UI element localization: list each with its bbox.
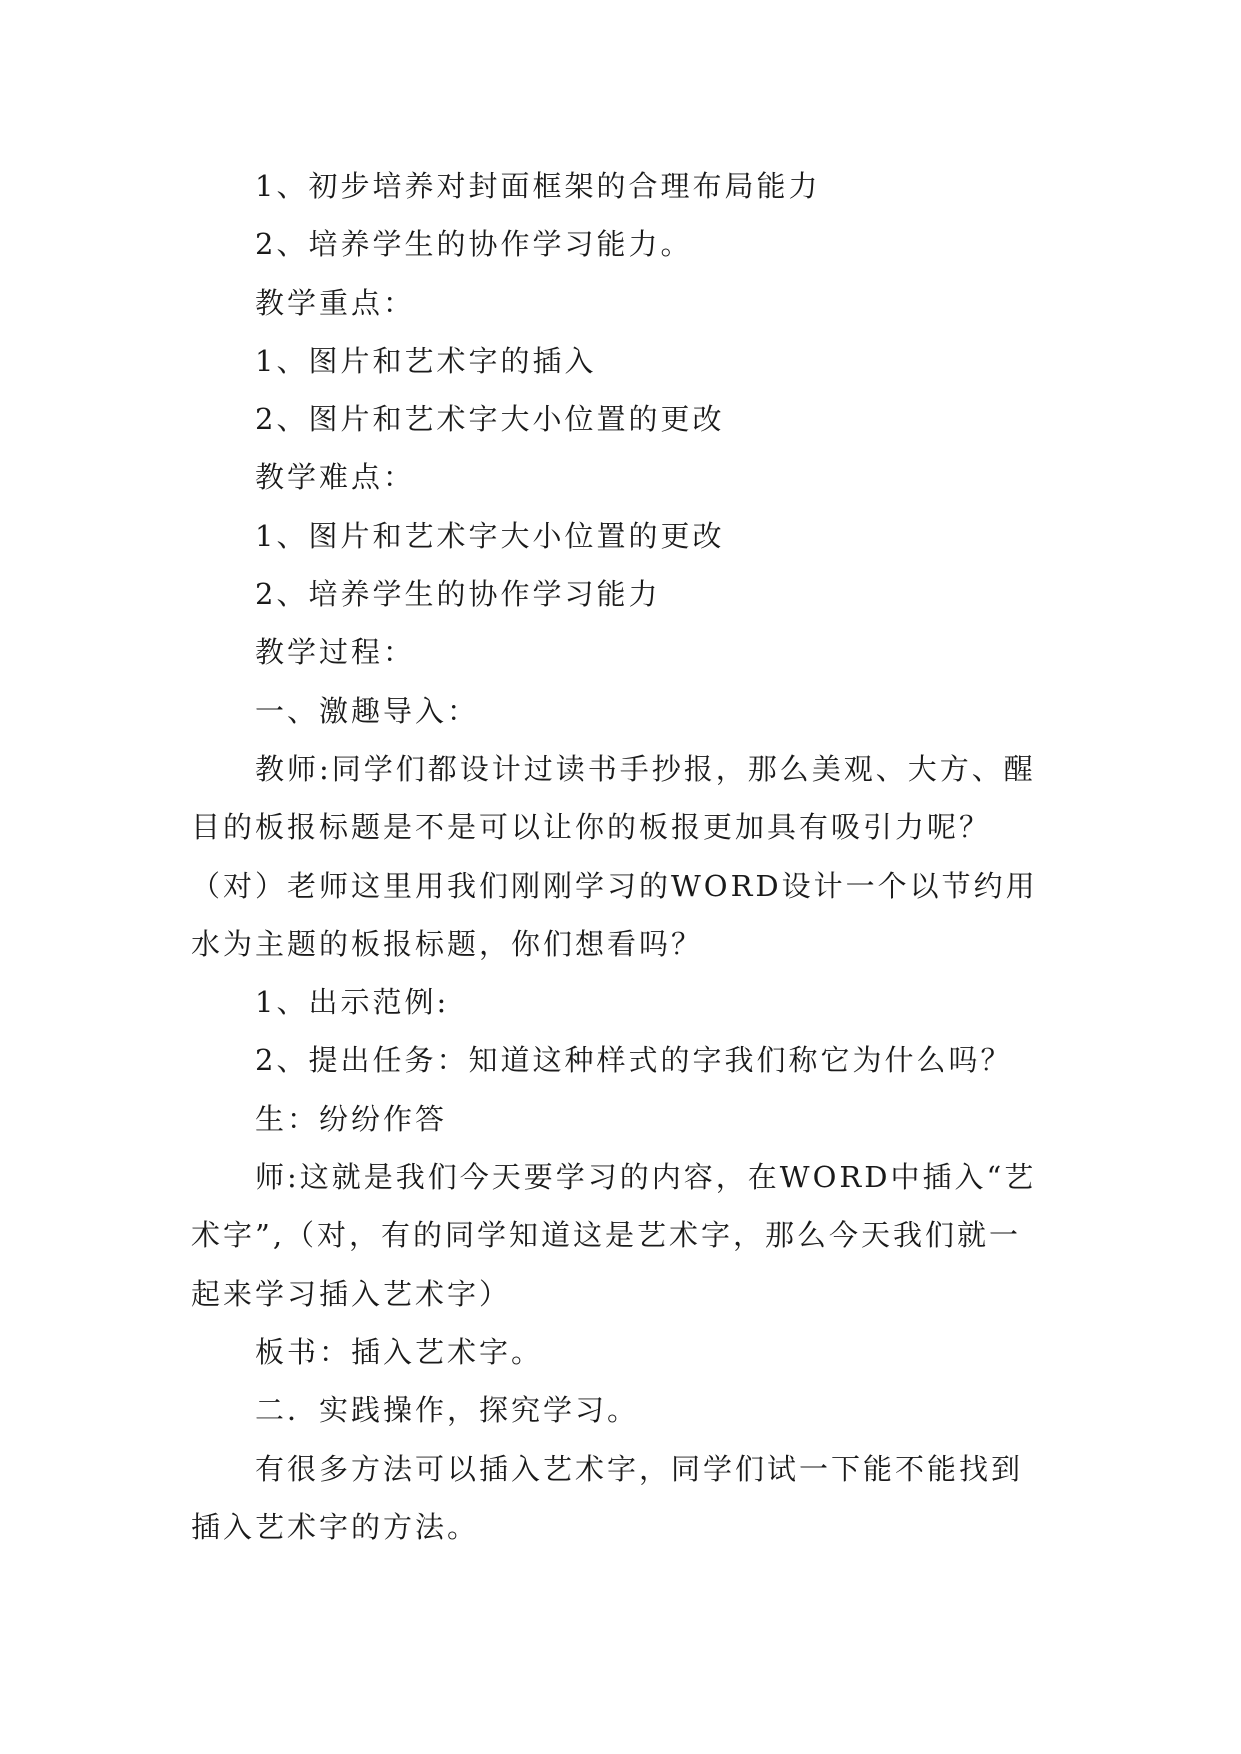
paragraph-key-point-1: 1、图片和艺术字的插入 — [255, 343, 597, 378]
paragraph-show-example: 1、出示范例: — [255, 985, 450, 1020]
paragraph-teacher-explain: 师:这就是我们今天要学习的内容，在WORD中插入“艺术字”,（对，有的同学知道这是艺术字，那么今天我们就一起来学习插入艺术字） — [191, 1160, 1037, 1311]
paragraph-difficulty-1: 1、图片和艺术字大小位置的更改 — [255, 518, 725, 553]
paragraph-teacher-intro: 教师:同学们都设计过读书手抄报，那么美观、大方、醒目的板报标题是不是可以让你的板报更加具有吸引力呢？（对）老师这里用我们刚刚学习的WORD设计一个以节约用水为主题的板报标题，你们想看吗？ — [191, 751, 1038, 961]
heading-difficulties: 教学难点： — [255, 460, 416, 495]
paragraph-key-point-2: 2、图片和艺术字大小位置的更改 — [255, 402, 725, 437]
heading-process: 教学过程： — [255, 635, 416, 670]
paragraph-difficulty-2: 2、培养学生的协作学习能力 — [255, 577, 661, 612]
heading-practice: 二．实践操作，探究学习。 — [255, 1393, 640, 1428]
heading-key-points: 教学重点： — [255, 285, 416, 320]
paragraph-task: 2、提出任务：知道这种样式的字我们称它为什么吗？ — [255, 1043, 1013, 1078]
document-body — [191, 157, 1051, 1556]
paragraph-student-answer: 生：纷纷作答 — [255, 1101, 448, 1136]
heading-introduction: 一、激趣导入： — [255, 693, 480, 728]
paragraph-practice-task: 有很多方法可以插入艺术字，同学们试一下能不能找到插入艺术字的方法。 — [191, 1451, 1024, 1544]
paragraph-board-note: 板书：插入艺术字。 — [255, 1334, 544, 1369]
paragraph-objective-1: 1、初步培养对封面框架的合理布局能力 — [255, 169, 821, 203]
paragraph-objective-2: 2、培养学生的协作学习能力。 — [255, 227, 693, 262]
